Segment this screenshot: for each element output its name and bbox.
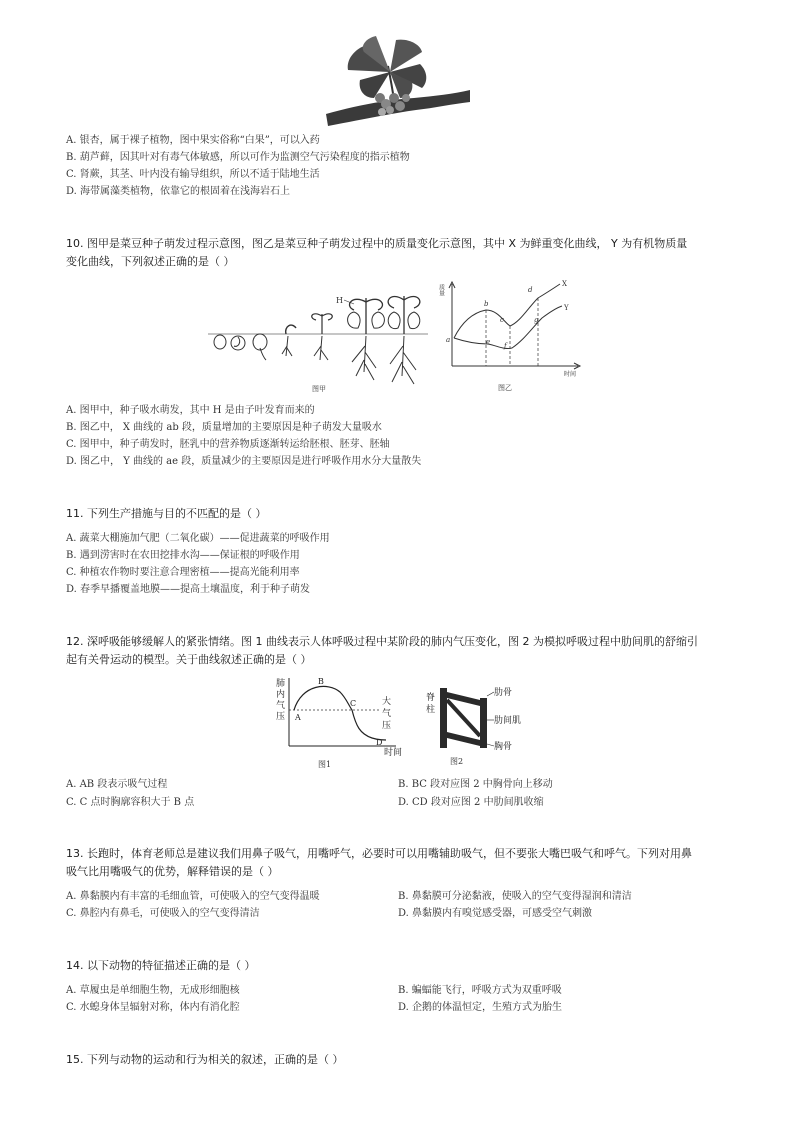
q14-option-d: D. 企鹅的体温恒定，生殖方式为胎生 bbox=[398, 1002, 563, 1013]
q10-figure-yi bbox=[438, 278, 588, 396]
q10-option-b: B. 图乙中， X 曲线的 ab 段，质量增加的主要原因是种子萌发大量吸水 bbox=[66, 422, 382, 433]
q12-figure-1 bbox=[272, 674, 420, 770]
q10-option-a: A. 图甲中，种子吸水萌发，其中 H 是由子叶发育而来的 bbox=[66, 405, 315, 416]
q12-fig2-intercostal: 肋间肌 bbox=[494, 716, 522, 726]
q9-option-b: B. 葫芦藓，因其叶对有毒气体敏感，所以可作为监测空气污染程度的指示植物 bbox=[66, 152, 410, 163]
q14-option-a: A. 草履虫是单细胞生物，无成形细胞核 bbox=[66, 985, 240, 996]
q12-fig2-rib: 肋骨 bbox=[494, 688, 513, 698]
q10-point-d: d bbox=[528, 286, 533, 294]
q12-point-a: A bbox=[295, 713, 301, 722]
q10-caption-yi: 图乙 bbox=[498, 384, 512, 392]
q10-curve-x-label: X bbox=[562, 280, 567, 288]
q12-point-b: B bbox=[318, 677, 324, 686]
q12-fig1-ylabel-2: 内 bbox=[276, 690, 286, 700]
q12-point-c: C bbox=[350, 699, 357, 708]
q10-point-g: g bbox=[534, 316, 539, 324]
q13-option-c: C. 鼻腔内有鼻毛，可使吸入的空气变得清洁 bbox=[66, 908, 260, 919]
q12-option-b: B. BC 段对应图 2 中胸骨向上移动 bbox=[398, 779, 553, 790]
q14-title: 14. 以下动物的特征描述正确的是（ ） bbox=[66, 959, 256, 972]
q12-option-d: D. CD 段对应图 2 中肋间肌收缩 bbox=[398, 797, 544, 808]
q12-fig1-atm-2: 气 bbox=[382, 709, 392, 719]
q10-caption-jia: 图甲 bbox=[312, 385, 326, 393]
q12-figure-2 bbox=[424, 680, 534, 768]
q10-option-c: C. 图甲中，种子萌发时，胚乳中的营养物质逐渐转运给胚根、胚芽、胚轴 bbox=[66, 439, 390, 450]
q13-option-d: D. 鼻黏膜内有嗅觉感受器，可感受空气刺激 bbox=[398, 908, 593, 919]
q10-title-line2: 变化曲线，下列叙述正确的是（ ） bbox=[66, 255, 235, 268]
q13-title-line1: 13. 长跑时，体育老师总是建议我们用鼻子吸气，用嘴呼气，必要时可以用嘴辅助吸气，但不要张大嘴巴吸气和呼气。下列对用鼻 bbox=[66, 847, 692, 860]
q12-fig1-xlabel: 时间 bbox=[384, 748, 403, 758]
q12-fig1-ylabel-4: 压 bbox=[276, 712, 286, 722]
q10-figure-jia bbox=[208, 290, 428, 396]
q14-option-c: C. 水螅身体呈辐射对称，体内有消化腔 bbox=[66, 1002, 240, 1013]
q12-fig2-sternum: 胸骨 bbox=[494, 742, 513, 752]
q14-option-b: B. 蝙蝠能飞行，呼吸方式为双重呼吸 bbox=[398, 985, 562, 996]
q11-option-c: C. 种植农作物时要注意合理密植——提高光能利用率 bbox=[66, 567, 300, 578]
q10-yi-xlabel: 时间 bbox=[564, 371, 577, 378]
q10-point-f: f bbox=[504, 342, 507, 350]
q12-point-d: D bbox=[376, 738, 383, 747]
q10-point-c: c bbox=[500, 316, 504, 324]
q11-option-b: B. 遇到涝害时在农田挖排水沟——保证根的呼吸作用 bbox=[66, 550, 300, 561]
q15-title: 15. 下列与动物的运动和行为相关的叙述，正确的是（ ） bbox=[66, 1053, 344, 1066]
q10-point-a: a bbox=[446, 336, 451, 344]
q11-title: 11. 下列生产措施与目的不匹配的是（ ） bbox=[66, 507, 267, 520]
q12-fig1-atm-1: 大 bbox=[382, 697, 392, 707]
q12-title-line2: 起有关骨运动的模型。关于曲线叙述正确的是（ ） bbox=[66, 653, 312, 666]
q12-fig1-caption: 图1 bbox=[318, 760, 332, 769]
q10-curve-y-label: Y bbox=[564, 304, 569, 312]
q12-fig2-caption: 图2 bbox=[450, 757, 464, 766]
q12-fig2-spine-2: 柱 bbox=[426, 705, 436, 715]
q9-option-a: A. 银杏，属于裸子植物，图中果实俗称“白果”，可以入药 bbox=[66, 135, 320, 146]
q10-curve-y bbox=[454, 306, 562, 349]
q10-option-d: D. 图乙中， Y 曲线的 ae 段，质量减少的主要原因是进行呼吸作用水分大量散失 bbox=[66, 456, 422, 467]
q9-option-d: D. 海带属藻类植物，依靠它的根固着在浅海岩石上 bbox=[66, 186, 291, 197]
q10-curve-x bbox=[454, 284, 560, 338]
q12-fig2-spine-1: 脊 bbox=[426, 693, 436, 703]
q13-title-line2: 吸气比用嘴吸气的优势，解释错误的是（ ） bbox=[66, 865, 279, 878]
q10-point-e: e bbox=[486, 338, 491, 346]
q10-point-b: b bbox=[484, 300, 489, 308]
q12-option-c: C. C 点时胸廓容积大于 B 点 bbox=[66, 797, 195, 808]
q13-option-b: B. 鼻黏膜可分泌黏液，使吸入的空气变得湿润和清洁 bbox=[398, 891, 632, 902]
q13-option-a: A. 鼻黏膜内有丰富的毛细血管，可使吸入的空气变得温暖 bbox=[66, 891, 320, 902]
q10-yi-ylabel: 质量 bbox=[438, 284, 445, 296]
q10-label-h: H bbox=[336, 296, 343, 305]
q9-option-c: C. 肾蕨，其茎、叶内没有输导组织，所以不适于陆地生活 bbox=[66, 169, 320, 180]
ginkgo-image bbox=[324, 36, 472, 128]
q12-fig1-ylabel-1: 肺 bbox=[276, 679, 286, 689]
q12-option-a: A. AB 段表示吸气过程 bbox=[66, 779, 168, 790]
q11-option-d: D. 春季早播覆盖地膜——提高土壤温度，利于种子萌发 bbox=[66, 584, 311, 595]
q12-fig1-curve bbox=[294, 686, 386, 740]
q12-title-line1: 12. 深呼吸能够缓解人的紧张情绪。图 1 曲线表示人体呼吸过程中某阶段的肺内气压变化，图 2 为模拟呼吸过程中肋间肌的舒缩引 bbox=[66, 635, 698, 648]
q10-title-line1: 10. 图甲是菜豆种子萌发过程示意图，图乙是菜豆种子萌发过程中的质量变化示意图，其中 X 为鲜重变化曲线， Y 为有机物质量 bbox=[66, 237, 688, 250]
q12-fig1-atm-3: 压 bbox=[382, 721, 392, 731]
q12-fig1-ylabel-3: 气 bbox=[276, 701, 286, 711]
q11-option-a: A. 蔬菜大棚施加气肥（二氧化碳）——促进蔬菜的呼吸作用 bbox=[66, 533, 330, 544]
